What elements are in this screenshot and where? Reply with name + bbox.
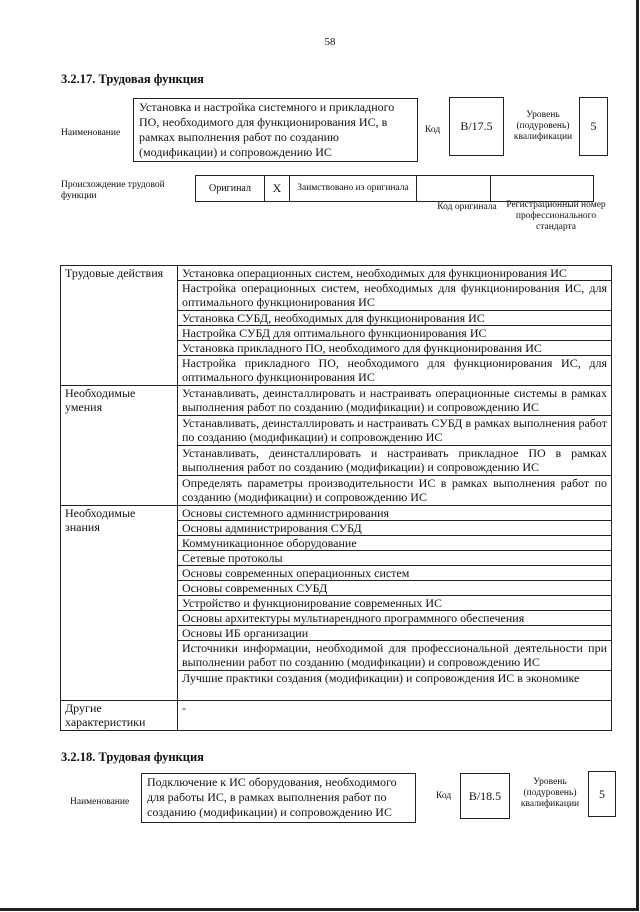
labor-action-item: Установка прикладного ПО, необходимого для функционирования ИС xyxy=(178,341,612,356)
knowledge-item: Основы системного администрирования xyxy=(178,506,612,521)
knowledge-item: Коммуникационное оборудование xyxy=(178,536,612,551)
page-number: 58 xyxy=(324,36,336,48)
labor-action-item: Настройка СУБД для оптимального функционирования ИС xyxy=(178,326,612,341)
original-label: Оригинал xyxy=(196,176,265,202)
skill-item: Определять параметры производительности ИС в рамках выполнения работ по созданию (модификации) и сопровождению ИС xyxy=(178,476,612,506)
section-title-3-2-18: 3.2.18. Трудовая функция xyxy=(61,750,204,764)
knowledge-item: Основы архитектуры мультиарендного программного обеспечения xyxy=(178,611,612,626)
reg-number-cell xyxy=(491,176,594,202)
requirements-table xyxy=(60,265,612,731)
knowledge-item: Основы ИБ организации xyxy=(178,626,612,641)
knowledge-label: Необходимые знания xyxy=(61,506,178,701)
knowledge-item: Лучшие практики создания (модификации) и сопровождения ИС в экономике xyxy=(178,671,612,701)
code-value-box-2: B/18.5 xyxy=(460,773,510,819)
name-label-2: Наименование xyxy=(70,797,130,807)
origin-code-label: Код оригинала xyxy=(437,202,497,212)
code-value-box: B/17.5 xyxy=(449,97,504,156)
other-value: - xyxy=(178,701,612,731)
skills-label: Необходимые умения xyxy=(61,386,178,506)
origin-label: Происхождение трудовой функции xyxy=(61,180,165,201)
skill-item: Устанавливать, деинсталлировать и настраивать СУБД в рамках выполнения работ по созданию (модификации) и сопровождению ИС xyxy=(178,416,612,446)
reg-number-label: Регистрационный номер профессионального стандарта xyxy=(506,200,606,232)
borrowed-label: Заимствовано из оригинала xyxy=(290,176,417,202)
knowledge-item: Основы администрирования СУБД xyxy=(178,521,612,536)
knowledge-item: Основы современных СУБД xyxy=(178,581,612,596)
code-label-2: Код xyxy=(436,791,452,801)
knowledge-item: Сетевые протоколы xyxy=(178,551,612,566)
level-value-box-2: 5 xyxy=(588,771,616,817)
knowledge-item: Основы современных операционных систем xyxy=(178,566,612,581)
skill-item: Устанавливать, деинсталлировать и настраивать прикладное ПО в рамках выполнения работ по созданию (модификации) и сопровождению ИС xyxy=(178,446,612,476)
labor-action-item: Настройка операционных систем, необходимых для функционирования ИС, для оптимального функционирования ИС xyxy=(178,281,612,311)
function-name-box-2: Подключение к ИС оборудования, необходимого для работы ИС, в рамках выполнения работ по созданию (модификации) и сопровождению ИС xyxy=(141,773,416,823)
knowledge-item: Устройство и функционирование современных ИС xyxy=(178,596,612,611)
level-label: Уровень (подуровень) квалификации xyxy=(513,110,573,142)
original-mark: X xyxy=(265,176,290,202)
origin-code-cell xyxy=(417,176,491,202)
labor-action-item: Установка операционных систем, необходимых для функционирования ИС xyxy=(178,266,612,281)
other-label: Другие характеристики xyxy=(61,701,178,731)
function-name-box: Установка и настройка системного и прикладного ПО, необходимого для функционирования ИС, в рамках выполнения работ по созданию (модификации) и сопровождению ИС xyxy=(133,98,418,162)
section-title-3-2-17: 3.2.17. Трудовая функция xyxy=(61,72,204,86)
skill-item: Устанавливать, деинсталлировать и настраивать операционные системы в рамках выполнения работ по созданию (модификации) и сопровождению ИС xyxy=(178,386,612,416)
labor-action-item: Настройка прикладного ПО, необходимого для функционирования ИС, для оптимального функционирования ИС xyxy=(178,356,612,386)
code-label: Код xyxy=(425,125,441,135)
knowledge-item: Источники информации, необходимой для профессиональной деятельности при выполнении работ по созданию (модификации) и сопровождению ИС xyxy=(178,641,612,671)
level-value-box: 5 xyxy=(579,97,608,156)
origin-table xyxy=(195,175,594,202)
name-label: Наименование xyxy=(61,128,121,138)
labor-actions-label: Трудовые действия xyxy=(61,266,178,386)
labor-action-item: Установка СУБД, необходимых для функционирования ИС xyxy=(178,311,612,326)
level-label-2: Уровень (подуровень) квалификации xyxy=(520,777,580,809)
